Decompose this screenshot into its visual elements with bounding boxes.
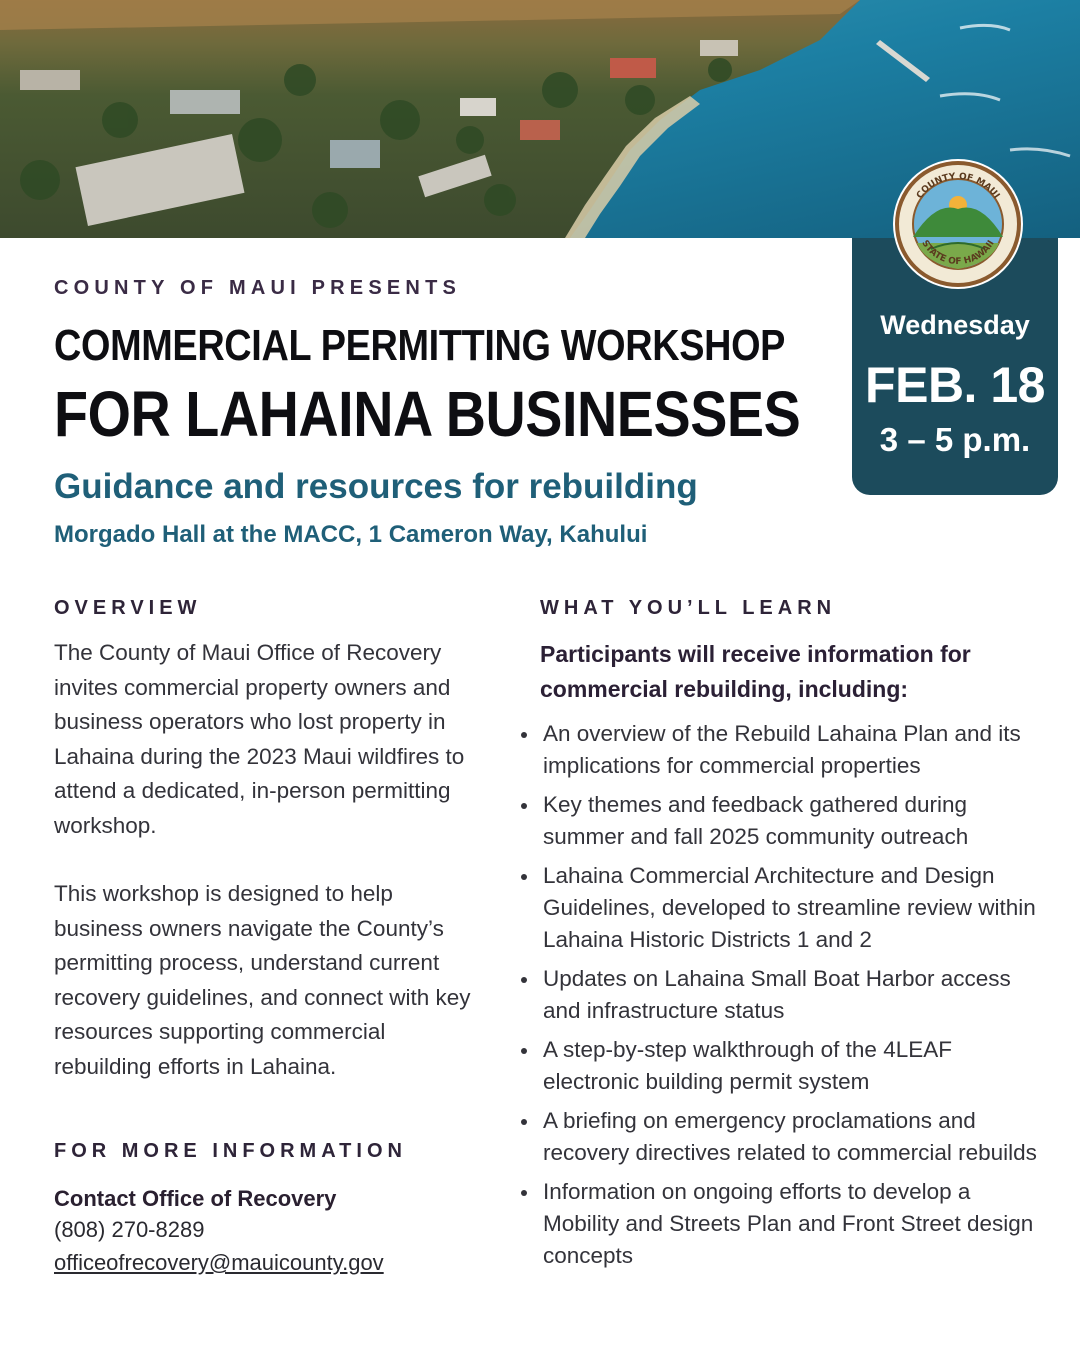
event-location: Morgado Hall at the MACC, 1 Cameron Way, Kahului xyxy=(54,521,648,548)
presenter-kicker: COUNTY OF MAUI PRESENTS xyxy=(54,277,462,299)
more-info-heading: FOR MORE INFORMATION xyxy=(54,1140,407,1162)
learn-list-item: A step-by-step walkthrough of the 4LEAF electronic building permit system xyxy=(518,1034,1048,1098)
event-day: Wednesday xyxy=(880,310,1030,340)
learn-list xyxy=(518,718,1048,1279)
contact-phone[interactable]: (808) 270-8289 xyxy=(54,1217,205,1242)
title-line-2: FOR LAHAINA BUSINESSES xyxy=(54,378,801,450)
svg-text:COUNTY OF MAUI: COUNTY OF MAUI xyxy=(914,171,1002,201)
seal-icon xyxy=(891,157,1025,291)
overview-paragraph-1: The County of Maui Office of Recovery invites commercial property owners and business operators who lost property in Lahaina during the 2023 Maui wildfires to attend a dedicated, in-person permitting workshop. xyxy=(54,640,465,838)
learn-list-item: Information on ongoing efforts to develop a Mobility and Streets Plan and Front Street design concepts xyxy=(518,1176,1048,1272)
learn-heading: WHAT YOU’LL LEARN xyxy=(540,597,837,619)
subtitle: Guidance and resources for rebuilding xyxy=(54,467,698,506)
title-line-1: COMMERCIAL PERMITTING WORKSHOP xyxy=(54,321,786,370)
event-date: FEB. 18 xyxy=(865,357,1045,413)
learn-list-item: Updates on Lahaina Small Boat Harbor access and infrastructure status xyxy=(518,963,1048,1027)
contact-email-link[interactable]: officeofrecovery@mauicounty.gov xyxy=(54,1250,384,1275)
event-time: 3 – 5 p.m. xyxy=(879,421,1031,458)
overview-paragraph-2: This workshop is designed to help business owners navigate the County’s permitting process, understand current recovery guidelines, and connect with key resources supporting commercial rebuilding efforts in Lahaina. xyxy=(54,881,471,1079)
learn-list-item: Lahaina Commercial Architecture and Design Guidelines, developed to streamline review within Lahaina Historic Districts 1 and 2 xyxy=(518,860,1048,956)
learn-list-item: Key themes and feedback gathered during summer and fall 2025 community outreach xyxy=(518,789,1048,853)
svg-text:STATE OF HAWAII: STATE OF HAWAII xyxy=(919,238,997,268)
learn-intro: Participants will receive information for commercial rebuilding, including: xyxy=(540,641,971,702)
county-seal-logo xyxy=(891,157,1025,291)
learn-list-item: A briefing on emergency proclamations and recovery directives related to commercial rebuilds xyxy=(518,1105,1048,1169)
contact-name: Contact Office of Recovery xyxy=(54,1186,337,1211)
overview-heading: OVERVIEW xyxy=(54,597,202,619)
learn-list-item: An overview of the Rebuild Lahaina Plan and its implications for commercial properties xyxy=(518,718,1048,782)
